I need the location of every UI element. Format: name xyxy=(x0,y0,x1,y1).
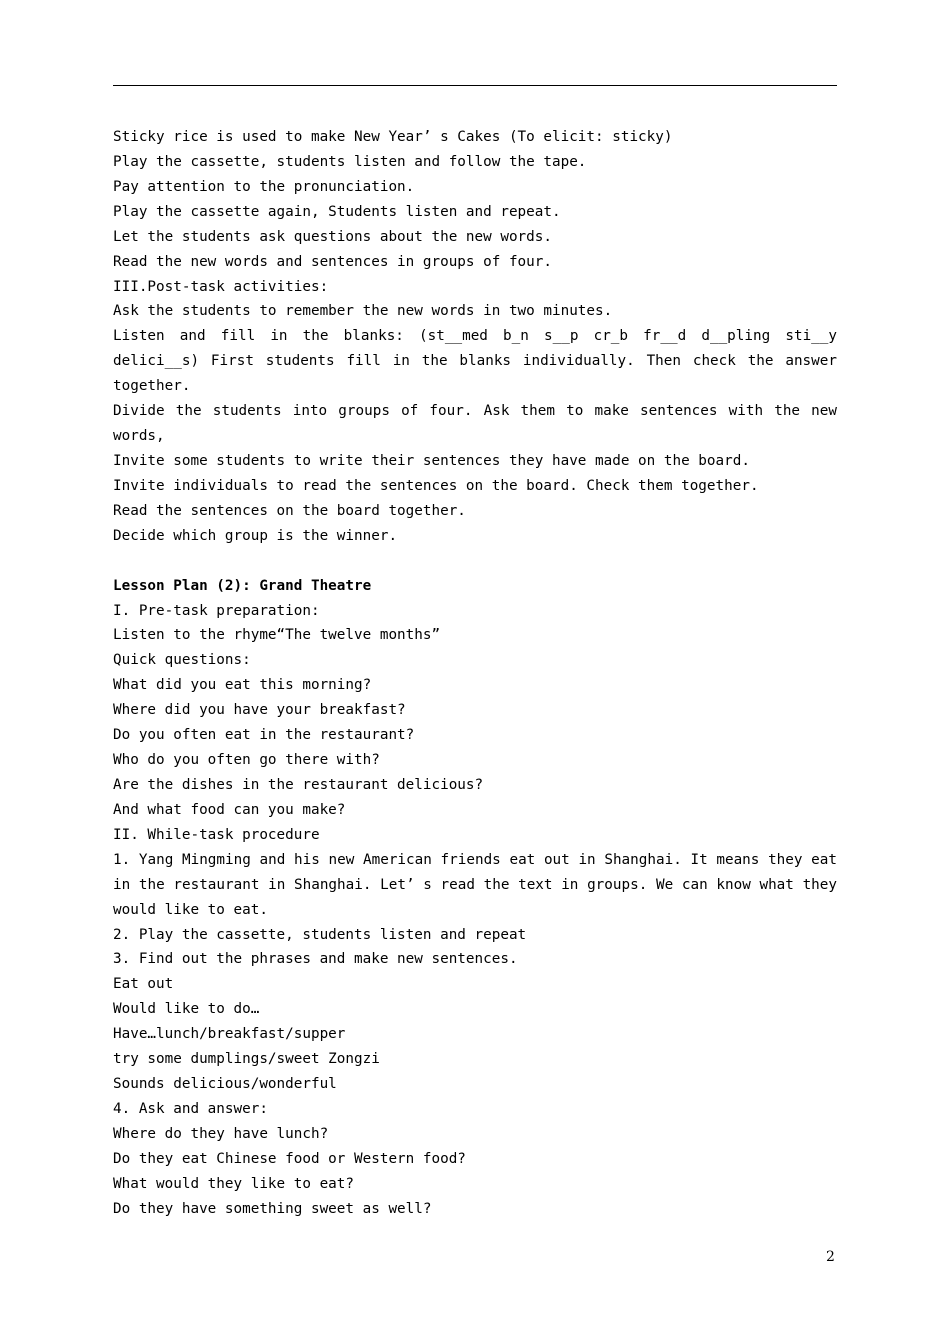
text-line: Sticky rice is used to make New Year’ s Cakes (To elicit: sticky) xyxy=(113,129,673,145)
text-line: delici__s) First students fill in the blanks individually. Then check the answer xyxy=(113,353,837,370)
text-line: Where did you have your breakfast? xyxy=(113,702,406,719)
text-line: Have…lunch/breakfast/supper xyxy=(113,1026,346,1043)
text-line: Do they have something sweet as well? xyxy=(113,1200,432,1217)
text-line: Let the students ask questions about the new words. xyxy=(113,228,552,245)
text-line: 4. Ask and answer: xyxy=(113,1100,268,1117)
text-line: Read the new words and sentences in groups of four. xyxy=(113,253,552,270)
text-line: Eat out xyxy=(113,976,174,993)
text-line: Divide the students into groups of four. Ask them to make sentences with the new xyxy=(113,403,837,420)
text-line: words, xyxy=(113,428,165,445)
text-line: Ask the students to remember the new words in two minutes. xyxy=(113,303,613,320)
section-heading-while-task: II. While-task procedure xyxy=(113,826,320,843)
text-line: What did you eat this morning? xyxy=(113,677,372,694)
text-line: try some dumplings/sweet Zongzi xyxy=(113,1051,380,1068)
page-number: 2 xyxy=(826,1249,835,1265)
header-rule xyxy=(113,85,837,86)
text-line: Are the dishes in the restaurant delicious? xyxy=(113,776,484,793)
page-body xyxy=(113,125,837,1222)
text-line: Listen to the rhyme“The twelve months” xyxy=(113,627,441,644)
blank-line xyxy=(113,549,837,574)
text-line: Read the sentences on the board together. xyxy=(113,502,466,519)
text-line: Do you often eat in the restaurant? xyxy=(113,727,415,744)
text-line: What would they like to eat? xyxy=(113,1175,355,1192)
text-line: together. xyxy=(113,378,191,395)
text-line: Where do they have lunch? xyxy=(113,1125,329,1142)
text-line: 2. Play the cassette, students listen and repeat xyxy=(113,926,527,943)
text-line: Who do you often go there with? xyxy=(113,752,380,769)
lesson-plan-title: Lesson Plan (2): Grand Theatre xyxy=(113,577,372,594)
text-line: Would like to do… xyxy=(113,1001,260,1018)
text-line: 1. Yang Mingming and his new American friends eat out in Shanghai. It means they eat xyxy=(113,851,837,868)
text-line: Play the cassette again, Students listen and repeat. xyxy=(113,203,561,220)
text-line: Pay attention to the pronunciation. xyxy=(113,178,415,195)
text-line: 3. Find out the phrases and make new sentences. xyxy=(113,951,518,968)
section-heading-post-task: III.Post-task activities: xyxy=(113,278,329,295)
text-line: Decide which group is the winner. xyxy=(113,527,398,544)
text-line: Invite some students to write their sentences they have made on the board. xyxy=(113,452,750,469)
text-line: Sounds delicious/wonderful xyxy=(113,1076,337,1093)
section-heading-pre-task: I. Pre-task preparation: xyxy=(113,602,320,619)
text-line: Do they eat Chinese food or Western food? xyxy=(113,1150,466,1167)
text-line: Invite individuals to read the sentences on the board. Check them together. xyxy=(113,477,759,494)
text-line: would like to eat. xyxy=(113,901,268,918)
text-line: Quick questions: xyxy=(113,652,251,669)
text-line: in the restaurant in Shanghai. Let’ s read the text in groups. We can know what they xyxy=(113,876,837,893)
text-line: Listen and fill in the blanks: (st__med b_n s__p cr_b fr__d d__pling sti__y xyxy=(113,328,837,345)
text-line: And what food can you make? xyxy=(113,801,346,818)
text-line: Play the cassette, students listen and follow the tape. xyxy=(113,153,587,170)
